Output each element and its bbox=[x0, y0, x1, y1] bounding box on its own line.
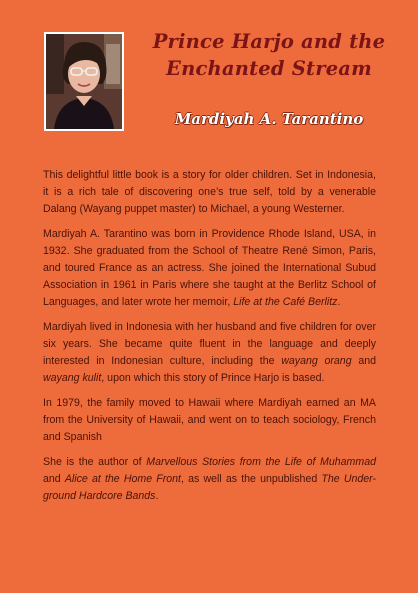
work-title-alice: Alice at the Home Front bbox=[64, 473, 181, 485]
indonesia-text-a: Mardiyah lived in Indonesia with her husband and five children for over six years. She became quite fluent in the language and deeply interested in Indonesian culture, including the bbox=[43, 321, 376, 367]
bio-text-a: Mardiyah A. Tarantino was born in Providence Rhode Island, USA, in 1932. She graduated from the School of Theatre René Simon, Paris, and toured France as an actress. She joined the International Subud Association in 1961 in Paris where she taught at the Berlitz School of Languages, and later wrote her memoir, bbox=[43, 228, 376, 308]
memoir-title: Life at the Café Berlitz bbox=[233, 296, 338, 308]
book-title bbox=[134, 28, 404, 82]
work-title-muhammad: Marvellous Stories from the Life of Muhammad bbox=[146, 456, 376, 468]
blurb-text bbox=[43, 167, 376, 513]
work-title-underground: The Under-ground Hardcore Bands bbox=[43, 473, 377, 502]
author-name: Mardiyah A. Tarantino bbox=[174, 110, 364, 128]
paragraph-biography bbox=[43, 226, 376, 311]
hawaii-text: In 1979, the family moved to Hawaii where Mardiyah earned an MA from the University of Hawaii, and went on to teach sociology, French and Spanish bbox=[43, 397, 376, 443]
paragraph-intro-text: This delightful little book is a story for older children. Set in Indonesia, it is a rich tale of discovering one’s true self, told by a venerable Dalang (Wayang puppet master) to Michael, a young Westerner. bbox=[43, 169, 376, 215]
term-wayang-orang: wayang orang bbox=[281, 355, 352, 367]
term-wayang-kulit: wayang kulit bbox=[43, 372, 102, 384]
paragraph-hawaii bbox=[43, 395, 376, 446]
paragraph-works bbox=[43, 454, 376, 505]
works-text-a: She is the author of bbox=[43, 456, 147, 468]
indonesia-text-e: , upon which this story of Prince Harjo is based. bbox=[101, 372, 325, 384]
bio-text-c: . bbox=[337, 296, 341, 308]
works-text-e: , as well as the unpublished bbox=[181, 473, 322, 485]
works-text-c: and bbox=[43, 473, 65, 485]
author-photo bbox=[44, 32, 124, 131]
paragraph-intro bbox=[43, 167, 376, 218]
portrait-illustration bbox=[46, 34, 122, 129]
title-line-2: Enchanted Stream bbox=[166, 57, 372, 80]
paragraph-indonesia bbox=[43, 319, 376, 387]
indonesia-text-c: and bbox=[351, 355, 376, 367]
author-portrait-image bbox=[46, 34, 122, 129]
title-line-1: Prince Harjo and the bbox=[152, 30, 386, 53]
works-text-g: . bbox=[155, 490, 159, 502]
